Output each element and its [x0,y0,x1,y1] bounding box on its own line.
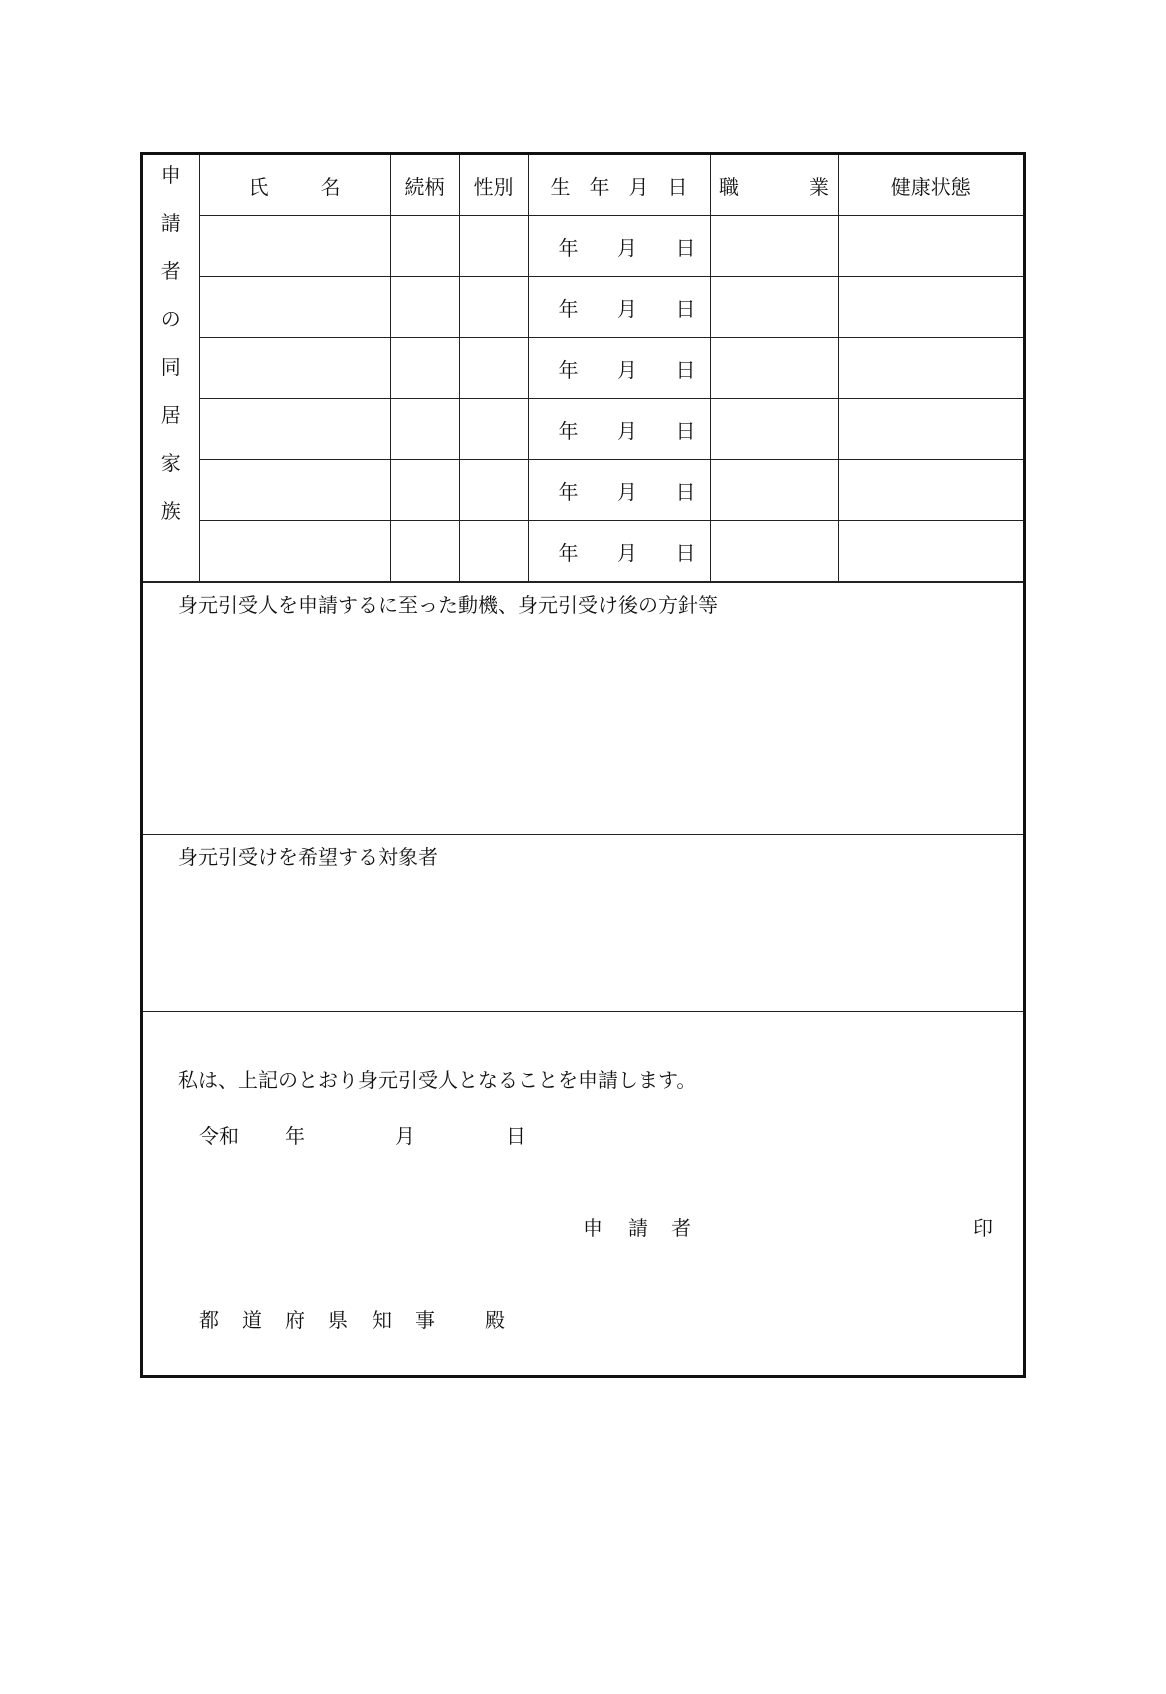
family-row [143,338,1023,399]
addressee-char: 道 [242,1308,262,1332]
header-occupation-char: 業 [809,174,829,199]
birth-year-marker: 年 [558,357,579,382]
family-occupation-cell[interactable] [710,460,838,521]
side-label-char: 族 [160,499,181,523]
birth-date[interactable] [529,293,710,322]
side-label-char: 居 [160,403,181,427]
family-name-cell[interactable] [199,399,390,460]
side-label-char: 申 [160,163,181,187]
addressee-char: 県 [328,1308,348,1332]
family-birth-cell [528,277,710,338]
motive-field[interactable] [143,623,1023,834]
family-birth-cell [528,338,710,399]
birth-day-marker: 日 [675,540,696,565]
birth-year-marker: 年 [558,235,579,260]
family-relation-cell[interactable] [390,277,459,338]
declaration-section [143,1011,1023,1382]
family-health-cell[interactable] [838,399,1023,460]
addressee-char: 知 [372,1308,392,1332]
header-name-char: 名 [320,174,341,199]
family-health-cell[interactable] [838,521,1023,582]
birth-month-marker: 月 [617,540,637,565]
side-label [143,155,199,524]
header-row [143,155,1023,216]
date-era: 令和 [199,1124,239,1148]
family-occupation-cell[interactable] [710,216,838,277]
family-row [143,521,1023,582]
seal-mark: 印 [973,1216,993,1240]
family-relation-cell[interactable] [390,216,459,277]
date-day: 日 [506,1124,526,1148]
target-heading: 身元引受けを希望する対象者 [178,845,438,869]
family-birth-cell [528,216,710,277]
birth-day-marker: 日 [675,418,696,443]
family-sex-cell[interactable] [459,521,528,582]
family-name-cell[interactable] [199,277,390,338]
family-row [143,399,1023,460]
family-table [143,155,1023,582]
birth-month-marker: 月 [617,357,637,382]
birth-day-marker: 日 [675,479,696,504]
addressee-char: 都 [199,1308,219,1332]
addressee-honorific: 殿 [485,1308,505,1332]
birth-year-marker: 年 [558,479,579,504]
addressee-char: 府 [285,1308,305,1332]
motive-section [143,582,1023,834]
birth-month-marker: 月 [617,296,637,321]
birth-month-marker: 月 [617,479,637,504]
family-relation-cell[interactable] [390,399,459,460]
birth-year-marker: 年 [558,296,579,321]
side-label-char: 家 [160,451,181,475]
family-sex-cell[interactable] [459,338,528,399]
date-year: 年 [285,1124,305,1148]
declaration-statement: 私は、上記のとおり身元引受人となることを申請します。 [178,1068,697,1092]
family-health-cell[interactable] [838,216,1023,277]
birth-year-marker: 年 [558,418,579,443]
family-name-cell[interactable] [199,216,390,277]
birth-month-marker: 月 [617,235,637,260]
family-occupation-cell[interactable] [710,399,838,460]
family-occupation-cell[interactable] [710,277,838,338]
family-row [143,216,1023,277]
side-label-char: の [160,307,181,331]
header-name [199,155,390,216]
header-relation: 続柄 [390,155,459,216]
birth-date[interactable] [529,476,710,505]
family-name-cell[interactable] [199,521,390,582]
family-relation-cell[interactable] [390,460,459,521]
birth-date[interactable] [529,354,710,383]
birth-month-marker: 月 [617,418,637,443]
header-name-char: 氏 [248,174,269,199]
applicant-char: 申 [583,1216,603,1240]
birth-date[interactable] [529,232,710,261]
birth-day-marker: 日 [675,235,696,260]
family-birth-cell [528,521,710,582]
addressee-char: 事 [415,1308,435,1332]
header-birth-char: 年 [589,174,610,199]
applicant-char: 請 [628,1216,648,1240]
family-sex-cell[interactable] [459,460,528,521]
family-relation-cell[interactable] [390,338,459,399]
header-birth [528,155,710,216]
side-label-char: 請 [160,211,181,235]
header-birth-char: 生 [550,174,571,199]
family-birth-cell [528,460,710,521]
header-health: 健康状態 [838,155,1023,216]
header-occupation-char: 職 [719,174,739,199]
family-sex-cell[interactable] [459,399,528,460]
header-birth-char: 月 [628,174,649,199]
family-occupation-cell[interactable] [710,521,838,582]
family-sex-cell[interactable] [459,277,528,338]
family-name-cell[interactable] [199,460,390,521]
family-sex-cell[interactable] [459,216,528,277]
side-label-cell [143,155,199,582]
side-label-char: 者 [160,259,181,283]
family-health-cell[interactable] [838,277,1023,338]
family-relation-cell[interactable] [390,521,459,582]
birth-date[interactable] [529,537,710,566]
birth-day-marker: 日 [675,296,696,321]
family-occupation-cell[interactable] [710,338,838,399]
family-row [143,460,1023,521]
family-health-cell[interactable] [838,460,1023,521]
side-label-char: 同 [160,355,181,379]
application-form [140,152,1026,1378]
birth-year-marker: 年 [558,540,579,565]
motive-heading: 身元引受人を申請するに至った動機、身元引受け後の方針等 [178,593,718,617]
target-field[interactable] [143,875,1023,1011]
target-section [143,834,1023,1011]
birth-day-marker: 日 [675,357,696,382]
date-month: 月 [395,1124,415,1148]
header-occupation [710,155,838,216]
header-sex: 性別 [459,155,528,216]
family-name-cell[interactable] [199,338,390,399]
birth-date[interactable] [529,415,710,444]
family-birth-cell [528,399,710,460]
family-health-cell[interactable] [838,338,1023,399]
applicant-char: 者 [671,1216,691,1240]
family-row [143,277,1023,338]
header-birth-char: 日 [667,174,688,199]
